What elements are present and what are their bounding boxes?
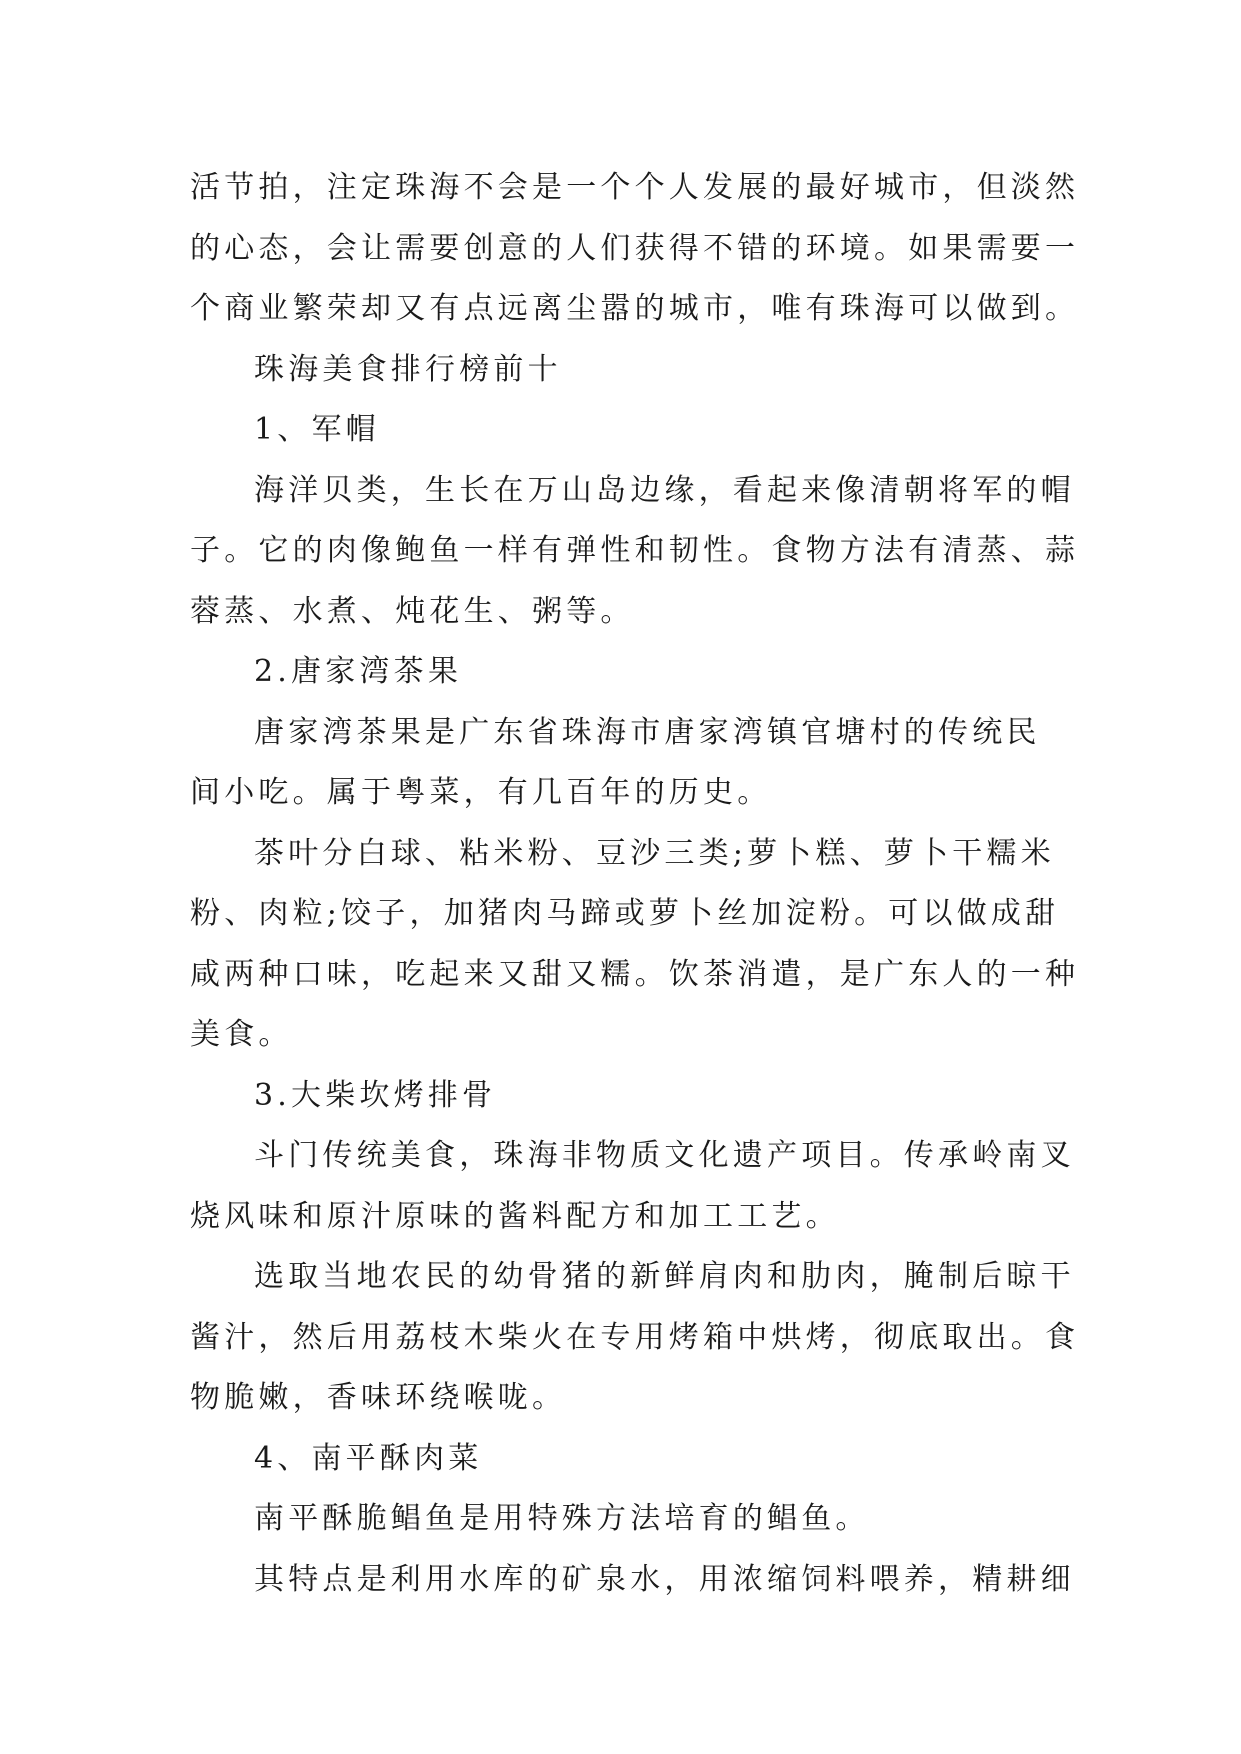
text-line: 粉、肉粒;饺子，加猪肉马蹄或萝卜丝加淀粉。可以做成甜 — [190, 896, 1060, 931]
text-line: 选取当地农民的幼骨猪的新鲜肩肉和肋肉，腌制后晾干 — [254, 1259, 1075, 1294]
item2-paragraph-1 — [190, 703, 1070, 824]
item4-paragraph-2 — [190, 1550, 1075, 1611]
item3-paragraph-2 — [190, 1247, 1080, 1429]
text-line: 斗门传统美食，珠海非物质文化遗产项目。传承岭南叉 — [254, 1138, 1075, 1173]
document-page — [190, 158, 1080, 1610]
text-line: 其特点是利用水库的矿泉水，用浓缩饲料喂养，精耕细 — [254, 1561, 1075, 1597]
text-line: 酱汁，然后用荔枝木柴火在专用烤箱中烘烤，彻底取出。食 — [190, 1319, 1080, 1355]
text-line: 烧风味和原汁原味的酱料配方和加工工艺。 — [190, 1198, 840, 1234]
item4-paragraph-1 — [190, 1489, 1070, 1550]
text-line: 美食。 — [190, 1017, 293, 1052]
item2-paragraph-2 — [190, 824, 1080, 1066]
text-line: 子。它的肉像鲍鱼一样有弹性和韧性。食物方法有清蒸、蒜 — [190, 533, 1080, 568]
item1-paragraph — [190, 461, 1080, 643]
section-title: 珠海美食排行榜前十 — [254, 351, 562, 387]
text-line: 间小吃。属于粤菜，有几百年的历史。 — [190, 775, 772, 810]
text-line: 唐家湾茶果是广东省珠海市唐家湾镇官塘村的传统民 — [254, 714, 1041, 750]
text-line: 蓉蒸、水煮、炖花生、粥等。 — [190, 593, 635, 629]
text-line: 活节拍，注定珠海不会是一个个人发展的最好城市，但淡然 — [190, 170, 1080, 205]
text-line: 茶叶分白球、粘米粉、豆沙三类;萝卜糕、萝卜干糯米 — [254, 835, 1055, 871]
item-heading-3: 3.大柴坎烤排骨 — [254, 1077, 497, 1113]
text-line: 物脆嫩，香味环绕喉咙。 — [190, 1380, 567, 1415]
text-line: 海洋贝类，生长在万山岛边缘，看起来像清朝将军的帽 — [254, 472, 1075, 508]
item3-paragraph-1 — [190, 1126, 1075, 1247]
text-line: 的心态，会让需要创意的人们获得不错的环境。如果需要一 — [190, 230, 1080, 266]
text-line: 个商业繁荣却又有点远离尘嚣的城市，唯有珠海可以做到。 — [190, 291, 1080, 326]
item-heading-1: 1、军帽 — [254, 412, 380, 447]
item-heading-2: 2.唐家湾茶果 — [254, 654, 463, 689]
text-line: 南平酥脆鲳鱼是用特殊方法培育的鲳鱼。 — [254, 1501, 870, 1536]
item-heading-4: 4、南平酥肉菜 — [254, 1440, 483, 1476]
text-line: 咸两种口味，吃起来又甜又糯。饮茶消遣，是广东人的一种 — [190, 956, 1080, 992]
continuation-paragraph — [190, 158, 1080, 340]
